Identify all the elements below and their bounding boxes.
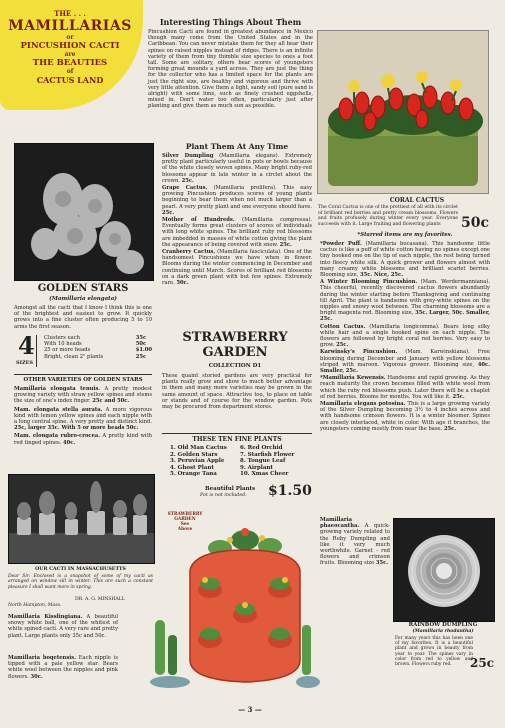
plant-text: (Mamillaria elegans). Extremely pretty plant particularly useful in pots or bowls because of the white closely woven spines. Many bright ruby-red blossoms appear in late winter in a circlet about the crown.	[162, 153, 312, 184]
plant-name: Cranberry Cactus.	[162, 249, 216, 256]
rainbow-text: For many years this has been one of my favorites. It is a beautiful plant and grows in beauty from year to year. The spines vary in color from red to yellow and brown. Flowers ruby red.	[395, 636, 473, 668]
plant-item	[162, 153, 312, 184]
variety-price: 25c and 50c.	[92, 398, 130, 405]
favorite-name: Karwinsky's Pincushion.	[320, 349, 398, 356]
variety-item	[14, 407, 152, 432]
plant-item	[162, 249, 312, 286]
strawberry-title	[160, 330, 310, 360]
plant-list-item: 4. Ghost Plant	[170, 464, 214, 471]
size-price: 25c	[135, 353, 147, 360]
kisslingiana-text: A beautiful snowy white ball, one of the whitest of white spined cacti. A very rare and pretty plant. Large plants only 35c and 50c.	[8, 614, 118, 639]
favorite-item	[320, 241, 490, 278]
strawberry-price: $1.50	[268, 483, 312, 499]
badge-line5: are	[64, 51, 76, 58]
massachusetts-place: North Hampton, Mass.	[8, 603, 62, 608]
badge-line1: THE . . .	[54, 9, 86, 18]
plant-item	[162, 185, 312, 216]
favorite-text: (Mam. Werdermanniana). This cheerful, recently discovered cactus flowers abundantly during the winter starting before Thanksgiving and continuing till April. The plant is handsome with grey-white spines on the nipples and snowy wool between. The charming blossoms are a bright magenta red. Blooming size,	[320, 279, 490, 317]
favorite-name: *Mamillaria Kewensis.	[320, 375, 386, 382]
plant-them-list	[162, 153, 312, 286]
size-price: $1.00	[135, 347, 152, 354]
sizes-big-number: 4	[18, 331, 35, 360]
badge-line4: PINCUSHION CACTI	[20, 41, 120, 51]
sizes-table	[44, 335, 152, 360]
massachusetts-signature: DR. A. G. MINSHALL	[75, 597, 125, 602]
massachusetts-photo	[8, 474, 155, 564]
favorite-item	[320, 375, 490, 400]
plant-name: Mother of Hundreds.	[162, 217, 235, 224]
plant-name: Grape Cactus.	[162, 185, 208, 192]
variety-price: 25c, larger 35c. With 5 or more heads 50c.	[14, 425, 139, 432]
variety-item	[14, 386, 152, 405]
favorite-name: *Powder Puff.	[320, 241, 362, 247]
size-label: 25 or more heads	[44, 347, 91, 354]
favorite-text: Handsome and rapid growing. As they reach maturity the crown becomes filled with white wool from which the ruby red blossoms push. Later there will be a chaplet of red berries. Blooms for months. You will like it.	[320, 375, 490, 400]
favorite-item	[320, 279, 490, 322]
variety-name: Mam. elongata stella aurata.	[14, 406, 103, 413]
plant-list-item: 2. Golden Stars	[170, 451, 218, 458]
favorite-price: 25c.	[443, 425, 457, 432]
plant-name: Silver Dumpling	[162, 153, 214, 159]
variety-text: A pretty kind with red tinged spines.	[14, 433, 152, 446]
variety-text: A more vigorous kind with lemon yellow spines and each nipple with a long central spine. A very pretty and distinct kind.	[14, 406, 152, 426]
golden-stars-sizes	[14, 333, 154, 369]
title-badge-text	[4, 10, 136, 85]
strawberry-title-line1: STRAWBERRY	[182, 330, 288, 345]
plant-list-item: 10. Xmas Cheer	[240, 471, 289, 478]
plant-list-item: 8. Tongue Leaf	[240, 458, 286, 465]
favorite-text: (Mamillaria longicomma). Bears long silky white hair and a single hooked spine on each nipple. The flowers are followed by bright coral red berries. Very easy to grow.	[320, 323, 490, 349]
plant-price: 25c.	[162, 209, 175, 216]
favorite-text: (Mamillaria bocasana). This handsome little cactus is like a puff of white cotton having no spines except one tiny hooked one on the tip of each nipple, the rest being turned into fleecy white silk. A quick grower and flowers almost with many creamy white blossoms and brilliant scarlet berries. Blooming size,	[320, 241, 490, 279]
strawberry-collection: COLLECTION D1	[208, 363, 262, 369]
other-varieties-title: OTHER VARIETIES OF GOLDEN STARS	[23, 377, 143, 383]
strawberry-caption-line4: Above	[177, 527, 193, 532]
variety-name: Mamillaria elongata tenuis.	[14, 386, 101, 392]
favorite-price: 35c. Nice, 25c.	[360, 272, 404, 279]
ten-plants-title: THESE TEN FINE PLANTS	[192, 436, 282, 443]
ten-plants-list	[170, 445, 310, 478]
plant-price: 25c.	[279, 241, 292, 248]
beautiful-plants: Beautiful Plants	[205, 486, 256, 492]
favorites-list	[320, 241, 490, 432]
plant-text: (Mamillaria compressa). Eventually forms great clusters of scores of individuals with long white spines. The brilliant ruby red blossoms are imbedded in masses of white cotton giving the plant the appearance of being covered with snow.	[162, 217, 312, 248]
variety-name: Mam. elongata rubro-crocea.	[14, 433, 101, 440]
favorite-price: 25c.	[336, 342, 349, 349]
coral-body: The Coral Cactus is one of the prettiest of all with its circlet of brilliant red berries and pretty cream blossoms. Flowers and fruits profusely during winter every year. Everyone succeeds with it. Large fruiting and flowering plants	[318, 205, 458, 227]
boqetensis-text: Each nipple is tipped with a pale yellow star. Bears white wool between the nipples and pink flowers.	[8, 655, 118, 680]
coral-cactus-photo	[317, 30, 489, 194]
sizes-bracket	[36, 335, 41, 367]
plant-them-title: Plant Them At Any Time	[185, 142, 289, 151]
strawberry-title-line2: GARDEN	[202, 345, 268, 360]
favorite-name: Mamillaria phaeocantha.	[320, 517, 360, 530]
favorite-name: Mamillaria elegans potosina.	[320, 401, 406, 408]
favorite-text: This is a large growing variety of the Silver Dumpling becoming 3½ to 4 inches across and with handsome crimson flowers. It is a winter bloomer. Spines are closely interlaced, white in color. With age it branches, the youngsters coming mostly from near the base.	[320, 401, 490, 432]
rainbow-dumpling-photo	[393, 518, 495, 622]
coral-price: 50c	[461, 215, 490, 231]
rainbow-title: RAINBOW DUMPLING	[408, 622, 478, 628]
rainbow-subtitle: (Mamillaria rhodantha)	[412, 629, 474, 634]
divider	[14, 374, 152, 375]
massachusetts-letter: Dear Sir: Enclosed is a snapshot of some of my cacti as arranged on window sill in winter. This are such a constant pleasure I shall want more in spring.	[8, 574, 153, 590]
plant-list-item: 1. Old Man Cactus	[170, 445, 227, 451]
golden-stars-title: GOLDEN STARS	[37, 283, 129, 294]
strawberry-caption-line3: See	[180, 522, 190, 527]
plant-item	[162, 217, 312, 248]
variety-price: 40c.	[63, 439, 76, 446]
golden-stars-body: Amongst all the cacti that I know I think this is one of the brightest and easiest to grow. It quickly grows into a fine cluster often producing 5 to 10 arms the first season.	[14, 305, 152, 330]
golden-stars-photo	[14, 143, 154, 281]
kisslingiana-name: Mamillaria Kisslingiana.	[8, 614, 83, 620]
strawberry-body: These quaint storied gardens are very practical for plants really grow and show to much better advantage in them and many more varieties may be grown in the same amount of space. Attractive too, to place on table or stands and of course for the window garden. Pots may be procured from department stores.	[162, 373, 312, 411]
rainbow-price: 25c	[470, 656, 495, 670]
favorite-price: 25c.	[452, 393, 465, 400]
plant-text: (Mamillaria prolifera). This easy growing Pincushion produces scores of young plants beginning to bear them when not much larger than a pearl. A very pretty plant and one everyone should have.	[162, 185, 312, 210]
coral-title: CORAL CACTUS	[389, 197, 445, 204]
favorite-item	[320, 401, 490, 432]
phaeocantha-entry	[320, 517, 390, 567]
plant-text: (Mamillaria fasciculata). One of the handsomest Pincushions we have when in flower. Blooms during the winter commencing in December and continuing until March. Scores of brilliant red blossoms on a dark green plant with but few spines. Extremely rare.	[162, 249, 312, 287]
boqetensis-entry	[8, 655, 118, 680]
badge-line7: of	[66, 68, 74, 75]
plant-list-item: 6. Red Orchid	[240, 445, 283, 451]
favorite-text: A quick-growing variety related to the Ruby Dumpling and like it very much worthwhile. Garnet - red flowers and crimson fruits. Blooming size	[320, 523, 390, 567]
favorite-price: 40c. Smaller, 25c.	[320, 361, 490, 375]
golden-stars-subtitle: (Mamillaria elongata)	[49, 296, 117, 302]
plant-price: 50c.	[176, 280, 189, 287]
kisslingiana-entry	[8, 614, 118, 639]
plant-price: 25c.	[181, 177, 194, 184]
plant-list-item: 3. Peruvian Apple	[170, 458, 225, 465]
strawberry-caption-line2: GARDEN	[174, 517, 196, 522]
boqetensis-name: Mamillaria boqetensis.	[8, 655, 76, 661]
pot-note: Pot is not included.	[200, 493, 247, 498]
strawberry-caption-line1: STRAWBERRY	[167, 512, 203, 517]
favorites-intro: *Starred items are my favorites.	[357, 232, 453, 238]
size-label: Bright, clean 2" plants	[44, 353, 104, 360]
size-price: 50c	[135, 341, 147, 348]
divider	[162, 433, 312, 434]
favorite-price: 35c. Larger, 50c. Smaller, 25c.	[320, 310, 490, 323]
coral-cactus-illustration	[318, 31, 488, 193]
favorite-name: A Winter Blooming Pincushion.	[320, 279, 418, 286]
plant-list-item: 7. Starfish Flower	[240, 451, 295, 458]
window-sill-illustration	[9, 475, 154, 563]
sizes-label: SIZES	[16, 360, 34, 366]
massachusetts-caption: OUR CACTI IN MASSACHUSETTS	[35, 566, 126, 572]
other-varieties-list	[14, 386, 152, 446]
favorite-item	[320, 324, 490, 349]
variety-text: A pretty modest growing variety with straw yellow spines and stems the size of one's index finger.	[14, 386, 152, 405]
size-label: With 10 heads	[44, 341, 82, 348]
size-price: 35c	[135, 335, 147, 341]
favorite-price: 35c.	[375, 560, 389, 567]
badge-line6: THE BEAUTIES	[32, 58, 108, 68]
favorite-item	[320, 349, 490, 374]
size-label: Clusters each	[44, 335, 80, 341]
page-number: — 3 —	[238, 705, 262, 714]
badge-line2: MAMILLARIAS	[8, 18, 132, 34]
interesting-body: Pincushion Cacti are found in greatest abundance in Mexico though many come from the United States and in the Caribbean. You can never mistake them for they all bear their spines on raised nipples instead of ridges. There is an infinite variety of them from tiny thimble size species to ones a foot tall. Some are solitary, others bear scores of youngsters forming great mounds a yard across. They are just the thing for the collector who has a limited space for the plants are just the right size, are healthy and vigorous and thrive with very little attention. Give them a light, sandy soil (pure sand is alright) with some lime, such as finely crushed eggshells, mixed in. Don't water too often, particularly just after planting and give them as much sun as possible.	[148, 29, 313, 110]
golden-stars-illustration	[15, 144, 153, 280]
favorite-text: (Mam. Karwinskiana). Free blooming during December and January with yellow blossoms striped with maroon. Vigorous grower. Blooming size,	[320, 349, 490, 368]
badge-line3: or	[66, 34, 74, 41]
interesting-title: Interesting Things About Them	[159, 17, 302, 27]
variety-item	[14, 433, 152, 445]
favorite-name: Cotton Cactus.	[320, 323, 366, 330]
strawberry-pot-illustration	[150, 510, 320, 692]
plant-list-item: 9. Airplant	[240, 464, 273, 471]
rainbow-dumpling-illustration	[394, 519, 494, 621]
plant-list-item: 5. Orange Tana	[170, 471, 217, 478]
badge-line8: CACTUS LAND	[36, 75, 104, 85]
boqetensis-price: 30c.	[30, 673, 43, 680]
